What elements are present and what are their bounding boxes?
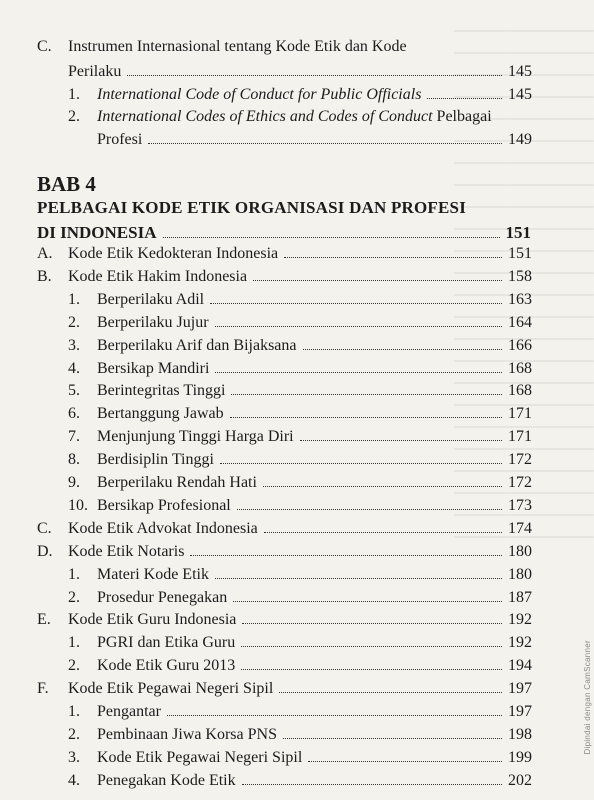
leader-dots: [167, 715, 502, 716]
entry-title: Instrumen Internasional tentang Kode Etik dan Kode: [68, 38, 407, 55]
leader-dots: [284, 257, 502, 258]
entry-label: C.: [37, 38, 52, 55]
entry-title: Penegakan Kode Etik: [97, 771, 236, 789]
toc-entry: [37, 245, 532, 263]
entry-label: 1.: [68, 634, 80, 652]
entry-label: 2.: [68, 725, 80, 743]
toc-subentry: [68, 703, 532, 721]
leader-dots: [263, 486, 502, 487]
entry-page: 151: [505, 223, 531, 242]
entry-label: D.: [37, 542, 53, 560]
leader-dots: [241, 646, 502, 647]
entry-label: 9.: [68, 474, 80, 491]
entry-page: 172: [508, 474, 532, 491]
toc-subentry: [68, 566, 532, 584]
leader-dots: [231, 394, 502, 395]
leader-dots: [190, 555, 502, 556]
toc-entry-perilaku: [68, 63, 532, 81]
entry-title: Menjunjung Tinggi Harga Diri: [97, 428, 294, 446]
leader-dots: [308, 761, 502, 762]
leader-dots: [163, 237, 500, 238]
leader-dots: [215, 578, 502, 579]
entry-label: 1.: [68, 703, 80, 720]
entry-title: Kode Etik Hakim Indonesia: [68, 267, 248, 285]
entry-title: Berperilaku Jujur: [97, 313, 209, 331]
entry-label: 5.: [68, 382, 80, 400]
entry-title: Bersikap Mandiri: [97, 359, 210, 377]
entry-label: F.: [37, 680, 49, 698]
entry-page: 180: [508, 565, 532, 583]
leader-dots: [210, 303, 502, 304]
entry-label: 2.: [68, 313, 80, 331]
entry-label: 10.: [68, 496, 88, 514]
leader-dots: [127, 75, 502, 76]
entry-page: 174: [508, 519, 532, 537]
entry-page: 171: [508, 428, 532, 446]
toc-entry-profesi: [97, 131, 532, 149]
entry-page: 171: [508, 405, 532, 423]
leader-dots: [300, 440, 502, 441]
entry-page: 173: [508, 496, 532, 514]
leader-dots: [215, 326, 502, 327]
toc-subentry: [68, 634, 532, 652]
entry-page: 197: [508, 703, 532, 720]
leader-dots: [241, 669, 502, 670]
entry-page: 166: [508, 336, 532, 354]
entry-label: 2.: [68, 108, 80, 125]
chapter-number: BAB 4: [37, 172, 96, 196]
entry-title: Kode Etik Kedokteran Indonesia: [68, 245, 279, 262]
entry-label: B.: [37, 267, 52, 285]
entry-label: E.: [37, 611, 51, 629]
toc-entry: [37, 680, 532, 698]
toc-entry-intl-codes-ethics: [68, 108, 532, 126]
toc-subentry: [68, 428, 532, 446]
toc-subentry: [68, 382, 532, 400]
toc-subentry: [68, 360, 532, 378]
toc-entry: [37, 268, 532, 286]
toc-subentry: [68, 657, 532, 675]
entry-title: Kode Etik Guru 2013: [97, 657, 236, 675]
entry-label: 4.: [68, 359, 80, 377]
entry-page: 197: [508, 680, 532, 698]
leader-dots: [237, 509, 502, 510]
entry-page: 172: [508, 451, 532, 469]
leader-dots: [264, 532, 502, 533]
leader-dots: [253, 280, 502, 281]
entry-page: 192: [508, 634, 532, 652]
entry-page: 163: [508, 290, 532, 308]
entry-title: Berperilaku Arif dan Bijaksana: [97, 336, 297, 354]
entry-title: PGRI dan Etika Guru: [97, 634, 236, 652]
entry-label: A.: [37, 245, 53, 262]
leader-dots: [427, 98, 502, 99]
entry-title: Kode Etik Pegawai Negeri Sipil: [97, 748, 303, 766]
entry-label: 2.: [68, 657, 80, 675]
entry-title: Pembinaan Jiwa Korsa PNS: [97, 725, 277, 743]
entry-page: 202: [508, 771, 532, 789]
toc-subentry: [68, 314, 532, 332]
entry-label: 1.: [68, 290, 80, 308]
entry-label: 4.: [68, 771, 80, 789]
entry-title: Kode Etik Pegawai Negeri Sipil: [68, 680, 274, 698]
toc-subentry: [68, 589, 532, 607]
entry-page: 164: [508, 313, 532, 331]
entry-label: 3.: [68, 336, 80, 354]
entry-page: 168: [508, 382, 532, 400]
entry-title: Bersikap Profesional: [97, 496, 231, 514]
entry-title: Kode Etik Advokat Indonesia: [68, 519, 258, 537]
entry-title: Profesi: [97, 131, 143, 148]
chapter-title-line2: [37, 223, 531, 243]
toc-subentry: [68, 726, 532, 744]
leader-dots: [215, 372, 502, 373]
toc-entry-intl-code-public-officials: [68, 86, 532, 104]
toc-subentry: [68, 497, 532, 515]
entry-title: Perilaku: [68, 63, 122, 80]
entry-label: 2.: [68, 588, 80, 606]
leader-dots: [303, 349, 503, 350]
entry-page: 149: [508, 131, 532, 148]
toc-entry: [37, 611, 532, 629]
entry-label: C.: [37, 519, 52, 537]
entry-title: Berperilaku Adil: [97, 290, 205, 308]
entry-title: Berdisiplin Tinggi: [97, 451, 214, 469]
entry-label: 8.: [68, 451, 80, 469]
leader-dots: [242, 623, 502, 624]
entry-label: 6.: [68, 405, 80, 423]
entry-title: International Codes of Ethics and Codes of Conduct: [97, 108, 433, 125]
entry-page: 158: [508, 267, 532, 285]
leader-dots: [233, 601, 502, 602]
entry-title: DI INDONESIA: [37, 223, 157, 242]
entry-title: Materi Kode Etik: [97, 565, 209, 583]
entry-page: 194: [508, 657, 532, 675]
entry-page: 168: [508, 359, 532, 377]
entry-page: 151: [508, 245, 532, 262]
leader-dots: [283, 738, 502, 739]
leader-dots: [242, 784, 502, 785]
leader-dots: [279, 692, 502, 693]
toc-entry: [37, 543, 532, 561]
entry-label: 1.: [68, 86, 80, 103]
entry-page: 180: [508, 542, 532, 560]
toc-subentry: [68, 337, 532, 355]
toc-entry: [37, 520, 532, 538]
entry-title: Kode Etik Guru Indonesia: [68, 611, 237, 629]
scanner-watermark: Dipindai dengan CamScanner: [583, 640, 592, 755]
entry-title: Prosedur Penegakan: [97, 588, 228, 606]
entry-label: 7.: [68, 428, 80, 446]
toc-subentry: [68, 772, 532, 790]
entry-page: 145: [508, 86, 532, 103]
toc-entry-c-intl-instruments: [37, 38, 531, 56]
entry-page: 199: [508, 748, 532, 766]
chapter-title-line1: PELBAGAI KODE ETIK ORGANISASI DAN PROFESI: [37, 198, 467, 217]
entry-title: Bertanggung Jawab: [97, 405, 224, 423]
entry-label: 1.: [68, 565, 80, 583]
toc-subentry: [68, 291, 532, 309]
entry-label: 3.: [68, 748, 80, 766]
entry-title: International Code of Conduct for Public Officials: [97, 86, 422, 103]
entry-page: 145: [508, 63, 532, 80]
toc-subentry: [68, 451, 532, 469]
entry-page: 192: [508, 611, 532, 629]
toc-subentry: [68, 405, 532, 423]
leader-dots: [220, 463, 502, 464]
entry-page: 198: [508, 725, 532, 743]
entry-title-tail: Pelbagai: [432, 108, 492, 125]
toc-subentry: [68, 749, 532, 767]
entry-title: Berintegritas Tinggi: [97, 382, 226, 400]
entry-title: Berperilaku Rendah Hati: [97, 474, 257, 491]
leader-dots: [230, 417, 502, 418]
leader-dots: [148, 143, 502, 144]
toc-subentry: [68, 474, 532, 492]
entry-title: Kode Etik Notaris: [68, 542, 185, 560]
entry-title: Pengantar: [97, 703, 161, 720]
entry-page: 187: [508, 588, 532, 606]
